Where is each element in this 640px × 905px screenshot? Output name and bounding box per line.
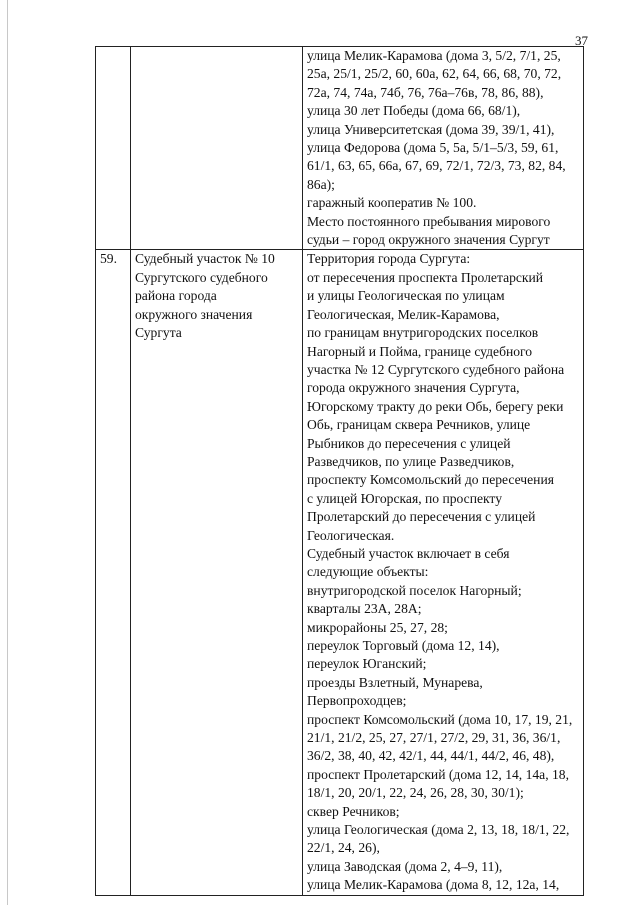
description-line: переулок Юганский; [307,656,427,672]
description-line: Обь, границам сквера Речников, улице [307,417,531,433]
district-name-line: Сургутского судебного [135,269,268,285]
description-line: Разведчиков, по улице Разведчиков, [307,453,515,469]
description-line: 36/2, 38, 40, 42, 42/1, 44, 44/1, 44/2, 46, 48), [307,748,555,764]
description-line: Нагорный и Пойма, границе судебного [307,343,533,359]
description-line: проспекту Комсомольский до пересечения [307,472,554,488]
description-line: 86а); [307,176,335,192]
description-line: от пересечения проспекта Пролетарский [307,269,544,285]
district-name-line: Сургута [135,325,182,341]
district-name-line: Судебный участок № 10 [135,251,275,267]
description-line: судьи – город окружного значения Сургут [307,232,550,248]
description-line: Место постоянного пребывания мирового [307,213,551,229]
description-line: 25а, 25/1, 25/2, 60, 60а, 62, 64, 66, 68, 70, 72, [307,66,562,82]
description-line: микрорайоны 25, 27, 28; [307,619,448,635]
description-line: Пролетарский до пересечения с улицей [307,509,536,525]
description-line: Рыбников до пересечения с улицей [307,435,511,451]
description-line: города окружного значения Сургута, [307,380,520,396]
description-line: и улицы Геологическая по улицам [307,288,505,304]
description-line: 72а, 74, 74а, 74б, 76, 76а–76в, 78, 86, 88), [307,84,544,100]
row-number-cell: 59. [96,250,131,895]
description-line: сквер Речников; [307,803,400,819]
description-line: переулок Торговый (дома 12, 14), [307,638,500,653]
description-line: улица Мелик-Карамова (дома 8, 12, 12а, 14, [307,877,560,893]
description-line: Геологическая. [307,527,395,543]
description-line: проспект Пролетарский (дома 12, 14, 14а, 18, [307,766,570,782]
description-line: улица Федорова (дома 5, 5а, 5/1–5/3, 59, 61, [307,140,559,156]
description-line: по границам внутригородских поселков [307,325,539,341]
description-line: Первопроходцев; [307,693,407,709]
description-line: улица Мелик-Карамова (дома 3, 5/2, 7/1, 25, [307,48,561,63]
page-number: 37 [575,33,588,48]
table-row [96,47,584,250]
description-line: кварталы 23А, 28А; [307,601,422,617]
description-line: Геологическая, Мелик-Карамова, [307,306,500,322]
description-line: гаражный кооператив № 100. [307,195,477,211]
description-line: 22/1, 24, 26), [307,840,380,856]
description-line: улица Геологическая (дома 2, 13, 18, 18/1, 22, [307,822,570,838]
description-line: Судебный участок включает в себя [307,545,510,561]
description-line: внутригородской поселок Нагорный; [307,582,522,598]
scan-edge-line [7,0,8,905]
description-line: улица Заводская (дома 2, 4–9, 11), [307,858,503,874]
description-line: с улицей Югорская, по проспекту [307,490,502,506]
description-line: участка № 12 Сургутского судебного района [307,361,565,377]
description-line: 18/1, 20, 20/1, 22, 24, 26, 28, 30, 30/1); [307,785,524,801]
district-name-line: окружного значения [135,306,253,322]
description-line: 61/1, 63, 65, 66а, 67, 69, 72/1, 72/3, 73, 82, 84, [307,158,566,174]
description-line: проезды Взлетный, Мунарева, [307,674,483,690]
table-row [96,250,584,895]
territory-description-cell [303,250,584,895]
description-line: следующие объекты: [307,564,429,580]
court-district-table [95,46,584,896]
description-line: Территория города Сургута: [307,251,471,267]
description-line: 21/1, 21/2, 25, 27, 27/1, 27/2, 29, 31, 36, 36/1, [307,730,561,746]
description-line: проспект Комсомольский (дома 10, 17, 19, 21, [307,711,573,727]
district-name-line: района города [135,288,217,304]
row-number-cell [96,47,131,250]
description-line: улица 30 лет Победы (дома 66, 68/1), [307,103,521,119]
territory-description-cell [303,47,584,250]
district-name-cell [131,47,303,250]
description-line: Югорскому тракту до реки Обь, берегу реки [307,398,564,414]
district-name-cell [131,250,303,895]
description-line: улица Университетская (дома 39, 39/1, 41), [307,121,555,137]
